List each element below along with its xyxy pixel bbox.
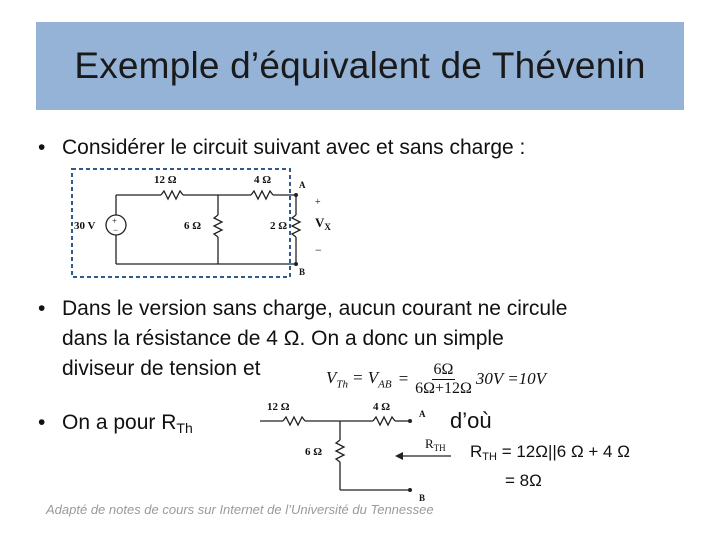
formula-equals: = bbox=[397, 369, 410, 388]
label-2-ohm: 2 Ω bbox=[270, 220, 288, 232]
circuit-2 bbox=[255, 398, 455, 506]
resistor-4-ohm bbox=[251, 191, 273, 199]
label-rth: $R_{TH}$ bbox=[425, 436, 446, 453]
bullet-1 bbox=[38, 133, 525, 163]
label-node-a: A bbox=[419, 409, 426, 419]
bullet-3-sub: Th bbox=[176, 420, 193, 436]
rth-equation-line-2: = 8Ω bbox=[505, 471, 542, 490]
node-a-dot bbox=[294, 193, 298, 197]
bullet-2-line-2: dans la résistance de 4 Ω. On a donc un simple bbox=[62, 327, 504, 350]
formula-result: 30V =10V bbox=[475, 369, 547, 388]
bullet-1-text: Considérer le circuit suivant avec et sans charge : bbox=[62, 136, 526, 159]
source-plus: + bbox=[112, 216, 118, 226]
rth-equation-line-1: RTH = 12Ω||6 Ω + 4 Ω bbox=[470, 442, 630, 463]
source-minus: − bbox=[113, 225, 119, 235]
formula-vab: = $V_{AB}$ bbox=[352, 367, 392, 391]
bullet-dot: • bbox=[38, 136, 46, 159]
label-node-b: B bbox=[299, 267, 306, 277]
bullet-2-line-1: Dans le version sans charge, aucun courant ne circule bbox=[62, 297, 568, 320]
rth-arrow-head bbox=[395, 452, 403, 460]
bullet-3 bbox=[38, 408, 193, 443]
dou-label: d’où bbox=[450, 408, 492, 433]
label-vx: $V_X$ bbox=[315, 215, 331, 232]
label-4-ohm: 4 Ω bbox=[373, 401, 391, 413]
resistor-4-ohm bbox=[373, 417, 395, 425]
resistor-12-ohm bbox=[161, 191, 183, 199]
node-a-dot bbox=[408, 419, 412, 423]
label-vx-plus: + bbox=[315, 197, 321, 208]
label-6-ohm: 6 Ω bbox=[305, 446, 323, 458]
label-vx-minus: − bbox=[315, 243, 322, 257]
label-12-ohm: 12 Ω bbox=[154, 174, 177, 186]
label-12-ohm: 12 Ω bbox=[267, 401, 290, 413]
resistor-12-ohm bbox=[283, 417, 305, 425]
footer-credit: Adapté de notes de cours sur Internet de l’Université du Tennessee bbox=[46, 502, 434, 517]
formula-fraction bbox=[415, 361, 472, 398]
fraction-denominator: 6Ω+12Ω bbox=[415, 379, 472, 397]
label-node-b: B bbox=[419, 493, 426, 503]
slide-title: Exemple d’équivalent de Thévenin bbox=[74, 45, 646, 86]
voltage-divider-formula bbox=[326, 356, 546, 402]
resistor-6-ohm bbox=[214, 215, 222, 237]
resistor-2-ohm bbox=[292, 215, 300, 237]
bullet-dot: • bbox=[38, 297, 46, 320]
bullet-2-line-3: diviseur de tension et bbox=[62, 357, 261, 380]
label-30v: 30 V bbox=[74, 220, 96, 232]
bullet-3-text: On a pour R bbox=[62, 411, 177, 434]
label-6-ohm: 6 Ω bbox=[184, 220, 202, 232]
title-bar bbox=[36, 22, 684, 110]
label-4-ohm: 4 Ω bbox=[254, 174, 272, 186]
node-b-dot bbox=[294, 262, 298, 266]
bullet-dot: • bbox=[38, 411, 46, 434]
rth-equation bbox=[470, 440, 630, 493]
resistor-6-ohm bbox=[336, 440, 344, 462]
circuit-1 bbox=[68, 165, 338, 280]
node-b-dot bbox=[408, 488, 412, 492]
fraction-numerator: 6Ω bbox=[433, 360, 454, 378]
label-node-a: A bbox=[299, 180, 306, 190]
formula-vth: $V_{Th}$ bbox=[326, 367, 349, 391]
